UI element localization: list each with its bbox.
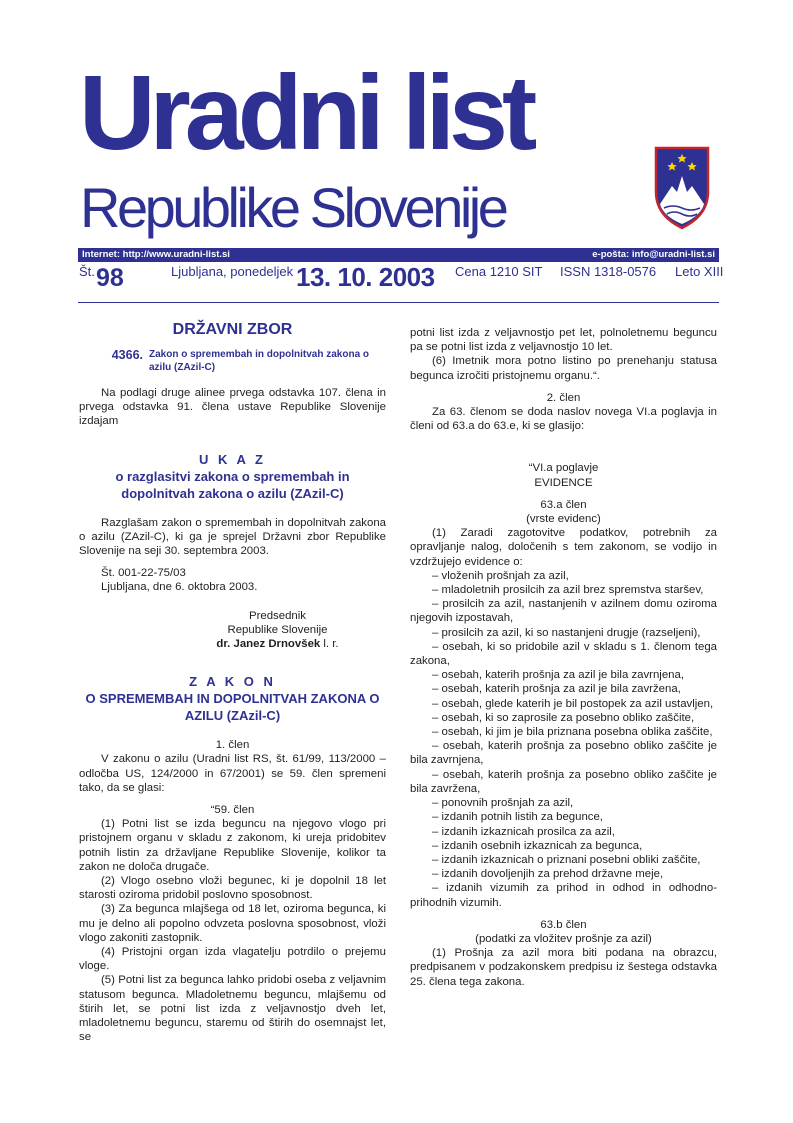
chapter-title: EVIDENCE (534, 476, 593, 489)
list-item: – osebah, ki jim je bila priznana posebna oblika zaščite, (432, 726, 713, 739)
masthead-title: Uradni list (79, 54, 532, 172)
issue-info (79, 262, 724, 298)
list-item: – izdanih izkaznicah prosilca za azil, (432, 825, 615, 838)
signature-title: Predsednik (249, 609, 306, 622)
article-63b-heading: 63.b člen (540, 918, 587, 931)
article-1-heading: 1. člen (215, 739, 250, 752)
act-title: Zakon o spremembah in dopolnitvah zakona o azilu (ZAzil-C) (149, 349, 370, 373)
evidence-list (410, 569, 717, 910)
signature-country: Republike Slovenije (227, 623, 328, 636)
list-item: – izdanih potnih listih za begunce, (432, 811, 603, 824)
ukaz-text: Razglašam zakon o spremembah in dopolnitvah zakona o azilu (ZAzil-C), ki ga je sprejel Državni zbor Republike Slovenije na seji 30. septembra 2003. (79, 516, 386, 558)
list-item: – izdanih vizumih za prihod in odhod in odhodno-prihodnih vizumih. (410, 882, 717, 909)
list-item: – osebah, katerih prošnja za azil je bila zavrnjena, (432, 669, 685, 682)
list-item: – osebah, ki so pridobile azil v skladu s 1. členom tega zakona, (410, 640, 717, 668)
masthead-subtitle: Republike Slovenije (80, 176, 506, 239)
chapter-heading: “VI.a poglavje (528, 462, 599, 475)
left-column (79, 320, 386, 1045)
act-number: 4366. (111, 348, 143, 362)
issue-issn: ISSN 1318-0576 (560, 264, 657, 279)
zakon-title: O SPREMEMBAH IN DOPOLNITVAH ZAKONA O AZILU (ZAzil-C) (85, 691, 380, 724)
intro-paragraph: Na podlagi druge alinee prvega odstavka 107. člena in prvega odstavka 91. člena ustave Republike Slovenije izdajam (79, 387, 386, 428)
place-date: Ljubljana, dne 6. oktobra 2003. (101, 581, 258, 594)
article-59-p4: (4) Pristojni organ izda vlagatelju potrdilo o prejemu vloge. (79, 946, 386, 973)
article-2-text: Za 63. členom se doda naslov novega VI.a poglavja in členi od 63.a do 63.e, ki se glasijo: (410, 406, 717, 433)
article-63b-subtitle: (podatki za vložitev prošnje za azil) (475, 932, 652, 945)
list-item: – osebah, glede katerih je bil postopek za azil ustavljen, (432, 697, 714, 710)
ukaz-heading: U K A Z (199, 451, 266, 467)
article-63b-p1: (1) Prošnja za azil mora biti podana na obrazcu, predpisanem v podzakonskem predpisu iz šestega odstavka 25. člena tega zakona. (410, 947, 717, 988)
issue-date: 13. 10. 2003 (296, 262, 435, 292)
list-item: – ponovnih prošnjah za azil, (432, 797, 574, 810)
ukaz-title: o razglasitvi zakona o spremembah in dopolnitvah zakona o azilu (ZAzil-C) (115, 468, 350, 501)
list-item: – osebah, ki so zaprosile za posebno obliko zaščite, (432, 711, 695, 724)
list-item: – osebah, katerih prošnja za posebno obliko zaščite je bila zavrnjena, (410, 740, 717, 767)
signature (79, 637, 386, 651)
section-heading: DRŽAVNI ZBOR (172, 321, 293, 338)
signature-name: dr. Janez Drnovšek (216, 638, 321, 651)
list-item: – izdanih osebnih izkaznicah za begunca, (432, 839, 643, 852)
email-link[interactable]: e-pošta: info@uradni-list.si (592, 249, 715, 260)
issue-number-label: Št. (79, 264, 95, 279)
list-item: – vloženih prošnjah za azil, (432, 569, 569, 582)
issue-number: 98 (96, 264, 124, 292)
list-item: – prosilcih za azil, nastanjenih v azilnem domu oziroma njegovih izpostavah, (410, 598, 717, 625)
article-63a-heading: 63.a člen (540, 498, 587, 511)
header-rule (78, 302, 719, 303)
article-59-p2: (2) Vlogo osebno vloži begunec, ki je dopolnil 18 let starosti oziroma pridobil poslovno sposobnost. (79, 875, 386, 902)
reference-number: Št. 001-22-75/03 (101, 567, 186, 580)
article-59-p5: (5) Potni list za begunca lahko pridobi oseba z veljavnim statusom begunca. Mladoletnemu beguncu, mlajšemu od štirih let, se potni list izda z veljavnostjo dveh let, mladoletnemu beguncu, staremu od štirih do osemnajst let, se (79, 974, 386, 1044)
coat-of-arms-icon (650, 142, 714, 230)
article-59-p6: (6) Imetnik mora potno listino po prenehanju statusa begunca izročiti pristojnemu organu.“. (410, 355, 717, 382)
continued-text: potni list izda z veljavnostjo pet let, polnoletnemu beguncu pa se potni list izda z veljavnostjo 10 let. (410, 327, 717, 354)
list-item: – mladoletnih prosilcih za azil brez spremstva staršev, (432, 584, 704, 597)
internet-link[interactable]: Internet: http://www.uradni-list.si (82, 249, 230, 260)
issue-city-day: Ljubljana, ponedeljek (171, 264, 294, 279)
list-item: – osebah, katerih prošnja za azil je bila zavržena, (432, 683, 681, 696)
article-2-heading: 2. člen (546, 391, 581, 404)
article-59-p1: (1) Potni list se izda beguncu na njegovo vlogo pri pristojnem organu v skladu z zakonom, ki ureja pridobitev potnih listin za državljane Republike Slovenije, kolikor ta zakon ne določa drugače. (79, 818, 386, 873)
right-column (410, 326, 717, 989)
issue-price: Cena 1210 SIT (455, 264, 543, 279)
article-59-p3: (3) Za begunca mlajšega od 18 let, oziroma begunca, ki mu je delno ali popolno odvzeta poslovna sposobnost, vloži vlogo zakoniti zastopnik. (79, 903, 386, 944)
signature-suffix: l. r. (320, 638, 339, 651)
list-item: – osebah, katerih prošnja za posebno obliko zaščite je bila zavržena, (410, 768, 717, 795)
contact-bar (78, 248, 719, 262)
article-1-text: V zakonu o azilu (Uradni list RS, št. 61/99, 113/2000 – odločba US, 124/2000 in 67/2001) se 59. člen spremeni tako, da se glasi: (79, 753, 386, 794)
zakon-heading: Z A K O N (189, 674, 276, 690)
article-59-heading: “59. člen (210, 804, 255, 817)
issue-volume: Leto XIII (675, 264, 724, 279)
article-63a-p1: (1) Zaradi zagotovitve podatkov, potrebnih za opravljanje nalog, določenih s tem zakonom, se vodijo in vzdržujejo evidence o: (410, 527, 717, 568)
act-heading (79, 348, 386, 374)
list-item: – izdanih izkaznicah o priznani posebni obliki zaščite, (432, 853, 701, 866)
list-item: – prosilcih za azil, ki so nastanjeni drugje (razseljeni), (432, 626, 701, 639)
list-item: – izdanih dovoljenjih za prehod državne meje, (432, 868, 664, 881)
article-63a-subtitle: (vrste evidenc) (526, 513, 601, 526)
